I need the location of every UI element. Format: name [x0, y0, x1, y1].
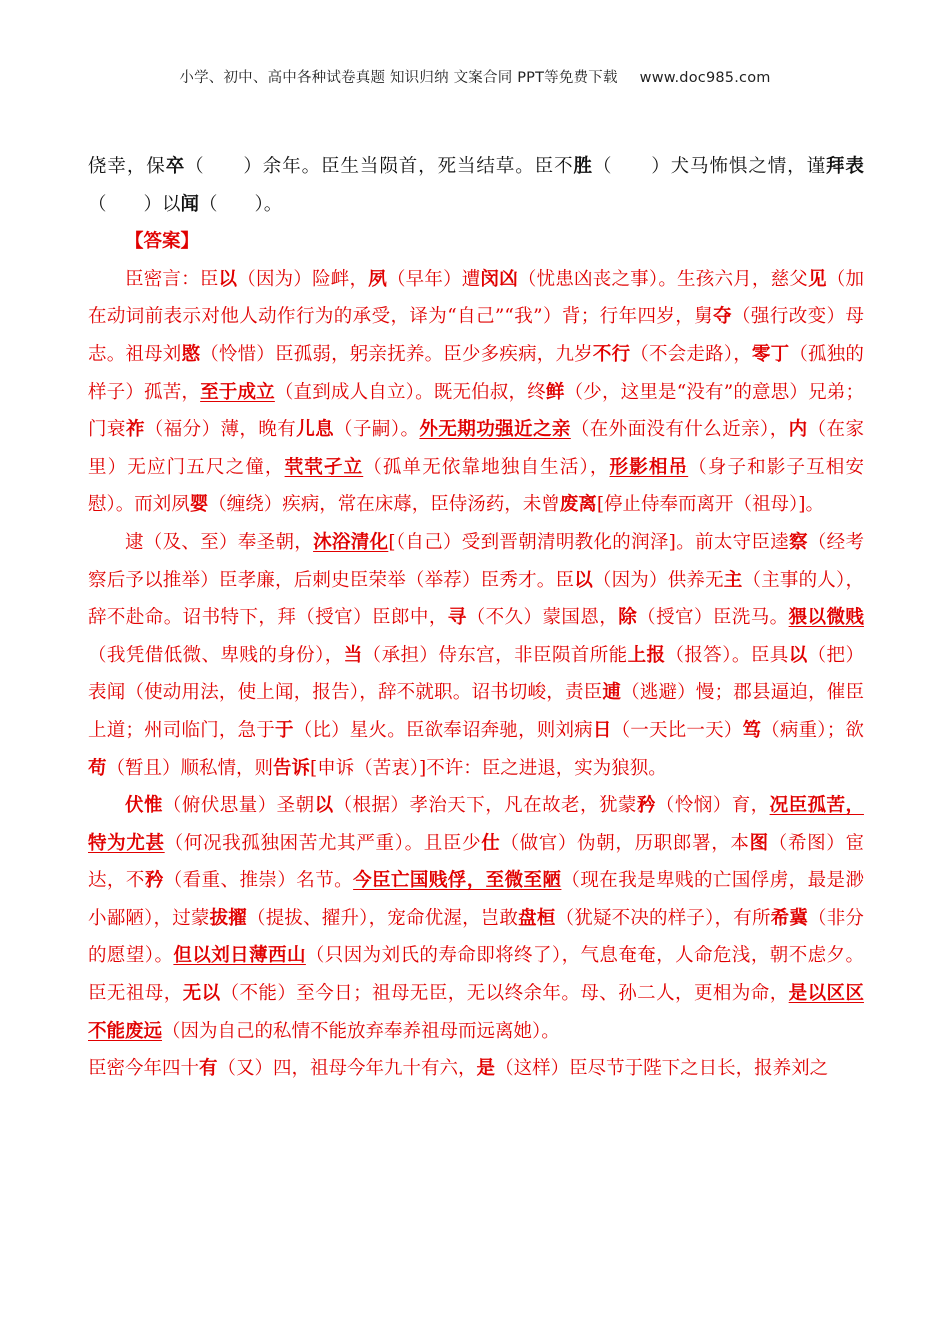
answer-paragraphs	[88, 261, 864, 1088]
gloss-text: （提拔、擢升），宠命优渥，岂敢	[247, 907, 519, 929]
gloss-text: [停止侍奉而离开（祖母）]。	[596, 494, 824, 516]
gloss-text: （子嗣）。	[334, 419, 420, 441]
gloss-text: （加在动词前表示对他人动作行为的承受，译为“自己”“我”）背；行年四岁，舅	[88, 268, 864, 328]
question-run: 闻	[180, 193, 200, 215]
keyword: 沐浴清化	[313, 531, 389, 553]
keyword: 零丁	[751, 343, 790, 365]
keyword: 婴	[189, 494, 209, 516]
keyword: 形影相吊	[609, 456, 689, 478]
gloss-text: （强行改变）母志。祖母刘	[88, 306, 864, 365]
gloss-text: （早年）遭	[386, 268, 481, 290]
answer-paragraph	[88, 261, 864, 524]
gloss-text: （何况我孤独困苦尤其严重）。且臣少	[164, 832, 482, 854]
gloss-text: （我凭借低微、卑贱的身份），	[88, 644, 344, 666]
gloss-text: （在外面没有什么近亲），	[570, 419, 789, 441]
gloss-text: （在家里）无应门五尺之僮，	[88, 419, 864, 478]
keyword: 愍	[181, 343, 201, 365]
keyword: 主	[723, 569, 743, 591]
keyword: 察	[789, 531, 808, 553]
question-run: 拜表	[826, 156, 864, 177]
keyword: 逋	[602, 682, 622, 704]
keyword: 但以刘日薄西山	[173, 945, 306, 967]
keyword: 除	[618, 607, 638, 629]
gloss-text: （不会走路），	[630, 343, 752, 365]
gloss-text: （看重、推崇）名节。	[163, 870, 354, 892]
keyword: 伏惟	[125, 795, 163, 817]
keyword: 仕	[481, 832, 501, 854]
keyword: 拔擢	[209, 907, 247, 929]
gloss-text: 逮（及、至）奉圣朝，	[125, 531, 314, 553]
keyword: 希冀	[770, 907, 809, 929]
keyword: 寻	[447, 607, 467, 629]
gloss-text: （报答）。臣具	[665, 644, 789, 666]
gloss-text: （因为自己的私情不能放弃奉养祖母而远离她）。	[162, 1020, 560, 1042]
keyword: 以	[574, 569, 593, 591]
answer-paragraph	[88, 524, 864, 787]
gloss-text: （授官）臣洗马。	[637, 607, 789, 629]
keyword: 内	[788, 419, 808, 441]
gloss-text: （少，这里是“没有”的意思）兄弟；门衰	[88, 381, 864, 441]
question-line	[88, 148, 864, 223]
gloss-text: （孤单无依靠地独自生活），	[363, 456, 610, 478]
keyword: 以	[788, 644, 808, 666]
gloss-text: （身子和影子互相安慰）。而刘夙	[88, 456, 864, 516]
answer-label: 【答案】	[125, 231, 200, 253]
keyword: 鲜	[545, 381, 565, 403]
gloss-text: （犹疑不决的样子），有所	[555, 907, 771, 929]
keyword: 夙	[368, 268, 387, 290]
keyword: 于	[274, 719, 294, 741]
gloss-text: （希图）宦达，不	[88, 832, 864, 892]
question-run: 卒	[165, 156, 186, 177]
keyword: 以	[314, 795, 334, 817]
gloss-text: （直到成人自立）。既无伯叔，终	[274, 381, 546, 403]
answer-paragraph	[88, 1050, 864, 1088]
gloss-text: 星火。臣欲奉诏奔驰，则刘病	[349, 719, 593, 741]
gloss-text: （俯伏思量）圣朝	[162, 795, 315, 817]
page-header	[0, 66, 950, 87]
question-run: （ ）以	[88, 193, 181, 215]
header-text: 小学、初中、高中各种试卷真题 知识归纳 文案合同 PPT等免费下载	[179, 70, 618, 86]
gloss-text: （经考察后予以推举）臣孝廉，后刺史臣荣举（举荐）臣秀才。臣	[88, 531, 864, 591]
keyword: 以	[218, 268, 238, 290]
gloss-text: 臣密言：臣	[125, 268, 219, 290]
gloss-text: （现在我是卑贱的亡国俘虏，最是渺小鄙陋），过蒙	[88, 870, 864, 929]
gloss-text: （根据）孝治天下，凡在故老，犹蒙	[333, 795, 637, 817]
gloss-text: （暂且）顺私情，则	[106, 757, 274, 779]
keyword: 儿息	[296, 419, 335, 441]
keyword: 废离	[559, 494, 597, 516]
gloss-text: [（自己）受到晋朝清明教化的润泽]。前太守臣逵	[388, 531, 790, 553]
gloss-text: 臣密今年四十	[88, 1058, 200, 1080]
gloss-text: （忧患凶丧之事）。生孩六月，慈父	[517, 268, 809, 290]
gloss-text: （福分）薄，晚有	[144, 419, 297, 441]
keyword: 闵凶	[480, 268, 518, 290]
gloss-text: （把）表闻（使动用法，使上闻，报告），辞不就职。诏书切峻，责臣	[88, 644, 864, 704]
keyword: 茕茕孑立	[284, 456, 364, 478]
question-run: （ ）。	[199, 193, 283, 215]
keyword: 图	[749, 832, 769, 854]
keyword: 夺	[713, 306, 733, 328]
gloss-text: （承担）侍东宫，非臣陨首所能	[362, 644, 628, 666]
keyword: 无以	[182, 983, 221, 1005]
gloss-text: （因为）险衅，	[237, 268, 369, 290]
keyword: 日	[592, 719, 612, 741]
keyword: 今臣亡国贱俘，至微至陋	[353, 870, 562, 892]
gloss-text: （逃避）慢；郡县逼迫，催臣上道；州司临门，急于	[88, 682, 864, 741]
keyword: 有	[199, 1058, 218, 1080]
keyword: 盘桓	[518, 907, 556, 929]
keyword: 矜	[144, 870, 164, 892]
keyword: 是以区区不能废远	[88, 983, 864, 1042]
keyword: 当	[343, 644, 363, 666]
gloss-text: （比）	[293, 719, 350, 741]
gloss-text: （孤独的样子）孤苦，	[88, 343, 864, 403]
gloss-text: （缠绕）疾病，常在床蓐，臣侍汤药，未曾	[208, 494, 560, 516]
gloss-text: （病重）；欲	[761, 719, 864, 741]
keyword: 不行	[592, 343, 631, 365]
gloss-text: （怜悯）育，	[655, 795, 770, 817]
keyword: 是	[476, 1058, 496, 1080]
keyword: 上报	[627, 644, 666, 666]
keyword: 苟	[88, 757, 107, 779]
keyword: 笃	[742, 719, 762, 741]
gloss-text: （非分的愿望）。	[88, 907, 864, 967]
keyword: 矜	[636, 795, 656, 817]
gloss-text: [申诉（苦衷）]不许：臣之进退，实为狼狈。	[310, 757, 667, 779]
gloss-text: （怜惜）臣孤弱，躬亲抚养。臣少多疾病，九岁	[200, 343, 593, 365]
gloss-text: （一天比一天）	[611, 719, 743, 741]
gloss-text: （不能）至今日；祖母无臣，无以终余年。母、孙二人，更相为命，	[220, 983, 789, 1005]
keyword: 见	[808, 268, 827, 290]
keyword: 外无期功强近之亲	[419, 419, 571, 441]
gloss-text: （主事的人），辞不赴命。诏书特下，拜（授官）臣郎中，	[88, 569, 864, 629]
keyword: 况臣孤苦，特为尤甚	[88, 795, 864, 854]
gloss-text: （做官）伪朝，历职郎署，本	[500, 832, 750, 854]
keyword: 猥以微贱	[788, 607, 864, 629]
gloss-text: （又）四，祖母今年九十有六，	[217, 1058, 477, 1080]
gloss-text: （不久）蒙国恩，	[466, 607, 619, 629]
question-run: 胜	[573, 156, 593, 177]
header-url[interactable]: www.doc985.com	[639, 70, 771, 86]
gloss-text: （只因为刘氏的寿命即将终了），气息奄奄，人命危浅，朝不虑夕。臣无祖母，	[88, 945, 864, 1005]
gloss-text: （因为）供养无	[592, 569, 724, 591]
gloss-text: （这样）臣尽节于陛下之日长，报养刘之	[495, 1058, 829, 1080]
keyword: 祚	[125, 419, 145, 441]
question-run: （ ）犬马怖惧之情，谨	[592, 156, 827, 177]
keyword: 至于成立	[200, 381, 275, 403]
answer-paragraph	[88, 787, 864, 1050]
question-run: 侥幸，保	[88, 156, 166, 177]
question-run: （ ）余年。臣生当陨首，死当结草。臣不	[185, 156, 574, 177]
keyword: 告诉	[273, 757, 311, 779]
document-body	[88, 148, 864, 1088]
